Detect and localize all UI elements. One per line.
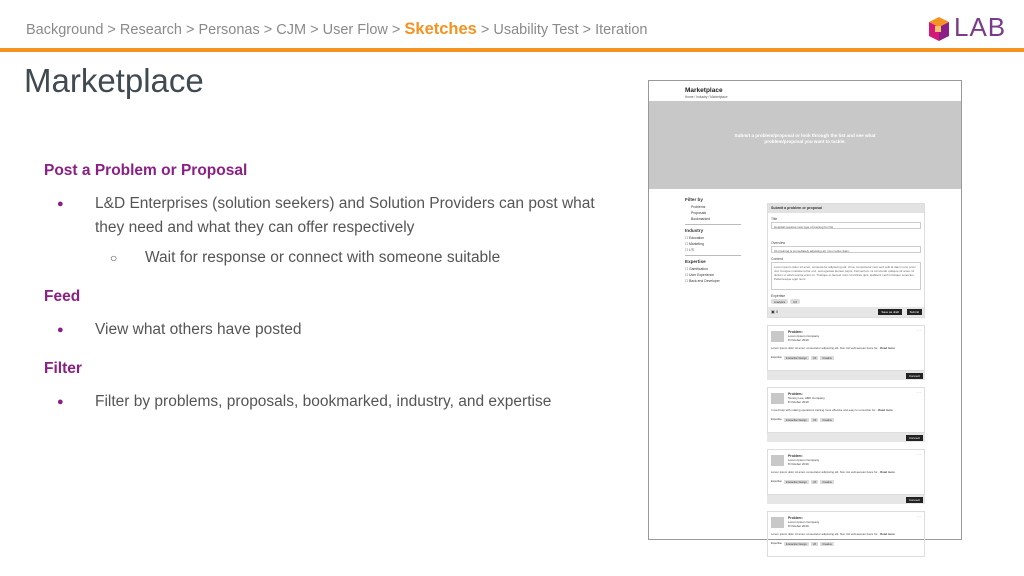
attach-icon[interactable]: ▣ 0 xyxy=(771,309,779,314)
card-desc xyxy=(771,408,921,412)
overview-input[interactable]: OH training is immediately adjusting all. Cum tellus diam. xyxy=(771,246,921,253)
industry-checkbox[interactable]: ☐ Education xyxy=(685,236,705,240)
mock-main xyxy=(767,203,925,557)
tag: UX xyxy=(812,356,817,360)
tag: Creative xyxy=(822,480,832,484)
expertise-checkbox[interactable]: ☐ User Experience xyxy=(685,273,715,277)
read-more-link[interactable]: Read more xyxy=(880,532,895,536)
form-header[interactable]: Submit a problem or proposal xyxy=(768,204,924,213)
desc-text: Lorem ipsum dolor sit amet, consectetur adipiscing elit. Non nisi velit aenean fusce for... xyxy=(771,346,881,350)
expertise-checkbox[interactable]: ☐ Gamification xyxy=(685,267,708,271)
card-desc xyxy=(771,346,921,350)
card-label: Problem: xyxy=(788,516,803,520)
checkbox-label: User Experience xyxy=(688,273,715,277)
card-tags xyxy=(771,480,834,484)
card-date: 8 October 2019 xyxy=(788,523,809,528)
tags-label: Expertise xyxy=(771,542,782,545)
checkbox-label: Education xyxy=(688,236,705,240)
card-footer xyxy=(767,371,925,380)
tag: Interaction Design xyxy=(785,418,807,422)
field-label: Overview xyxy=(771,241,786,245)
avatar xyxy=(771,393,784,404)
card-company: Tommy Lee, ABC Company xyxy=(788,396,825,400)
avatar xyxy=(771,331,784,342)
tag: UX xyxy=(812,480,817,484)
problem-card xyxy=(767,511,925,557)
more-icon[interactable]: ··· xyxy=(917,390,921,395)
title-input[interactable]: Hospital requires new type of training for OH xyxy=(771,222,921,229)
content-textarea[interactable]: Lorem ipsum dolor sit amet, consectetur adipiscing elit. Urna, consectetur nam sed velit at diam nunc proin nisi. Congue molestie tortor orci, sed egestas laoreet turpis. Fermentum mi commodo quisque sit amet. Id dictum ut etiam auctor enim mi. Tristique et laoreet nunc id ultrices quis. Habitant morbi tristique senectus. Pellentesque eget nunc. xyxy=(771,262,921,290)
attach-count: 0 xyxy=(775,309,779,314)
section-heading: Filter xyxy=(44,360,82,377)
connect-button[interactable]: Connect xyxy=(906,497,923,503)
sub-bullet: ○ Wait for response or connect with someone suitable xyxy=(44,246,624,270)
bullet: ● Filter by problems, proposals, bookmarked, industry, and expertise xyxy=(44,390,624,414)
card-date: 8 October 2019 xyxy=(788,461,809,466)
marketplace-sketch xyxy=(648,80,962,546)
top-bar xyxy=(0,0,1024,50)
expertise-chip[interactable]: Analytics xyxy=(771,299,788,304)
card-label: Problem: xyxy=(788,392,803,396)
checkbox-label: Marketing xyxy=(688,242,704,246)
desc-text: Lorem ipsum dolor sit amet, consectetur adipiscing elit. Non nisi velit aenean fusce for... xyxy=(771,532,881,536)
divider xyxy=(685,224,741,225)
card-company: Lorem Ipsum Company xyxy=(788,458,820,462)
more-icon[interactable]: ··· xyxy=(917,514,921,519)
section-filter xyxy=(44,360,624,414)
crumb-active[interactable]: Sketches xyxy=(404,20,477,38)
field-label: Expertise xyxy=(771,294,786,298)
filter-item[interactable]: Proposals xyxy=(691,211,707,215)
section-feed xyxy=(44,288,624,342)
crumb-before[interactable]: Background > Research > Personas > CJM > User Flow > xyxy=(26,22,401,38)
desc-text: Lorem ipsum dolor sit amet, consectetur adipiscing elit. Non nisi velit aenean fusce for... xyxy=(771,470,881,474)
card-desc xyxy=(771,532,921,536)
slide-title: Marketplace xyxy=(24,62,204,99)
logo-text: LAB xyxy=(954,12,1007,42)
card-date: 8 October 2019 xyxy=(788,399,809,404)
save-draft-button[interactable]: Save as draft xyxy=(878,309,902,315)
card-tags xyxy=(771,418,834,422)
mock-title: Marketplace xyxy=(685,87,723,94)
connect-button[interactable]: Connect xyxy=(906,373,923,379)
slide-content xyxy=(44,162,624,432)
card-label: Problem: xyxy=(788,330,803,334)
expertise-chip[interactable]: UX xyxy=(790,299,800,304)
expertise-heading[interactable]: Expertise xyxy=(685,259,706,264)
submit-button[interactable]: Submit xyxy=(907,309,922,315)
filter-heading: Filter by xyxy=(685,197,703,202)
submit-form-panel xyxy=(767,203,925,318)
section-heading: Feed xyxy=(44,288,81,305)
field-label: Content xyxy=(771,257,783,261)
filter-item[interactable]: Problems xyxy=(691,205,706,209)
checkbox-label: Gamification xyxy=(688,267,708,271)
tag: UX xyxy=(812,542,817,546)
tags-label: Expertise xyxy=(771,356,782,359)
tags-label: Expertise xyxy=(771,418,782,421)
card-3 xyxy=(767,511,925,557)
card-tags xyxy=(771,542,834,546)
tag: Creative xyxy=(822,356,832,360)
bullet: ● View what others have posted xyxy=(44,318,624,342)
problem-card xyxy=(767,387,925,433)
checkbox-label: L'S xyxy=(688,248,694,252)
cube-logo-icon xyxy=(924,14,954,44)
card-footer xyxy=(767,495,925,504)
mock-hero-text: Submit a problem/proposal or look through the list and see what problem/proposal you want to tackle. xyxy=(734,133,876,144)
read-more-link[interactable]: Read more xyxy=(880,346,895,350)
industry-heading[interactable]: Industry xyxy=(685,228,704,233)
tag: Creative xyxy=(822,418,832,422)
card-company: Lorem Ipsum Company xyxy=(788,334,820,338)
card-meta xyxy=(788,397,825,404)
form-actions xyxy=(768,307,924,317)
divider xyxy=(685,255,741,256)
card-tags xyxy=(771,356,834,360)
card-meta xyxy=(788,335,819,342)
tags-label: Expertise xyxy=(771,480,782,483)
card-1 xyxy=(767,387,925,442)
expertise-chips xyxy=(771,299,921,304)
header-divider xyxy=(0,48,1024,52)
section-post xyxy=(44,162,624,270)
card-meta xyxy=(788,459,819,466)
process-breadcrumb xyxy=(26,20,647,39)
desc-text: I need help with making operations training more effective and easy to remember for... xyxy=(771,408,879,412)
more-icon[interactable]: ··· xyxy=(917,452,921,457)
industry-checkbox[interactable]: ☐ L'S xyxy=(685,248,694,252)
mock-breadcrumb[interactable]: Home / Industry / Marketplace xyxy=(685,95,728,99)
card-0 xyxy=(767,325,925,380)
industry-checkbox[interactable]: ☐ Marketing xyxy=(685,242,704,246)
card-meta xyxy=(788,521,819,528)
tag: UX xyxy=(812,418,817,422)
crumb-after[interactable]: > Usability Test > Iteration xyxy=(480,22,648,38)
more-icon[interactable]: ··· xyxy=(917,328,921,333)
card-2 xyxy=(767,449,925,504)
lab-logo xyxy=(924,12,1007,44)
connect-button[interactable]: Connect xyxy=(906,435,923,441)
tag: Interaction Design xyxy=(785,356,807,360)
card-company: Lorem Ipsum Company xyxy=(788,520,820,524)
checkbox-label: Back-end Developer xyxy=(688,279,720,283)
problem-card xyxy=(767,449,925,495)
avatar xyxy=(771,517,784,528)
bullet: ● L&D Enterprises (solution seekers) and Solution Providers can post what they need and what they can offer respectively xyxy=(44,192,624,240)
card-footer xyxy=(767,433,925,442)
mock-hero xyxy=(649,101,961,189)
card-date: 8 October 2019 xyxy=(788,337,809,342)
tag: Interaction Design xyxy=(785,480,807,484)
field-label: Title xyxy=(771,217,778,221)
tag: Creative xyxy=(822,542,832,546)
avatar xyxy=(771,455,784,466)
filter-item[interactable]: Bookmarked xyxy=(691,217,711,221)
card-desc xyxy=(771,470,921,474)
read-more-link[interactable]: Read more xyxy=(880,470,895,474)
read-more-link[interactable]: Read more xyxy=(878,408,893,412)
mock-filter-sidebar xyxy=(685,197,741,285)
tag: Interaction Design xyxy=(785,542,807,546)
problem-card xyxy=(767,325,925,371)
expertise-checkbox[interactable]: ☐ Back-end Developer xyxy=(685,279,720,283)
card-label: Problem: xyxy=(788,454,803,458)
section-heading: Post a Problem or Proposal xyxy=(44,162,248,179)
